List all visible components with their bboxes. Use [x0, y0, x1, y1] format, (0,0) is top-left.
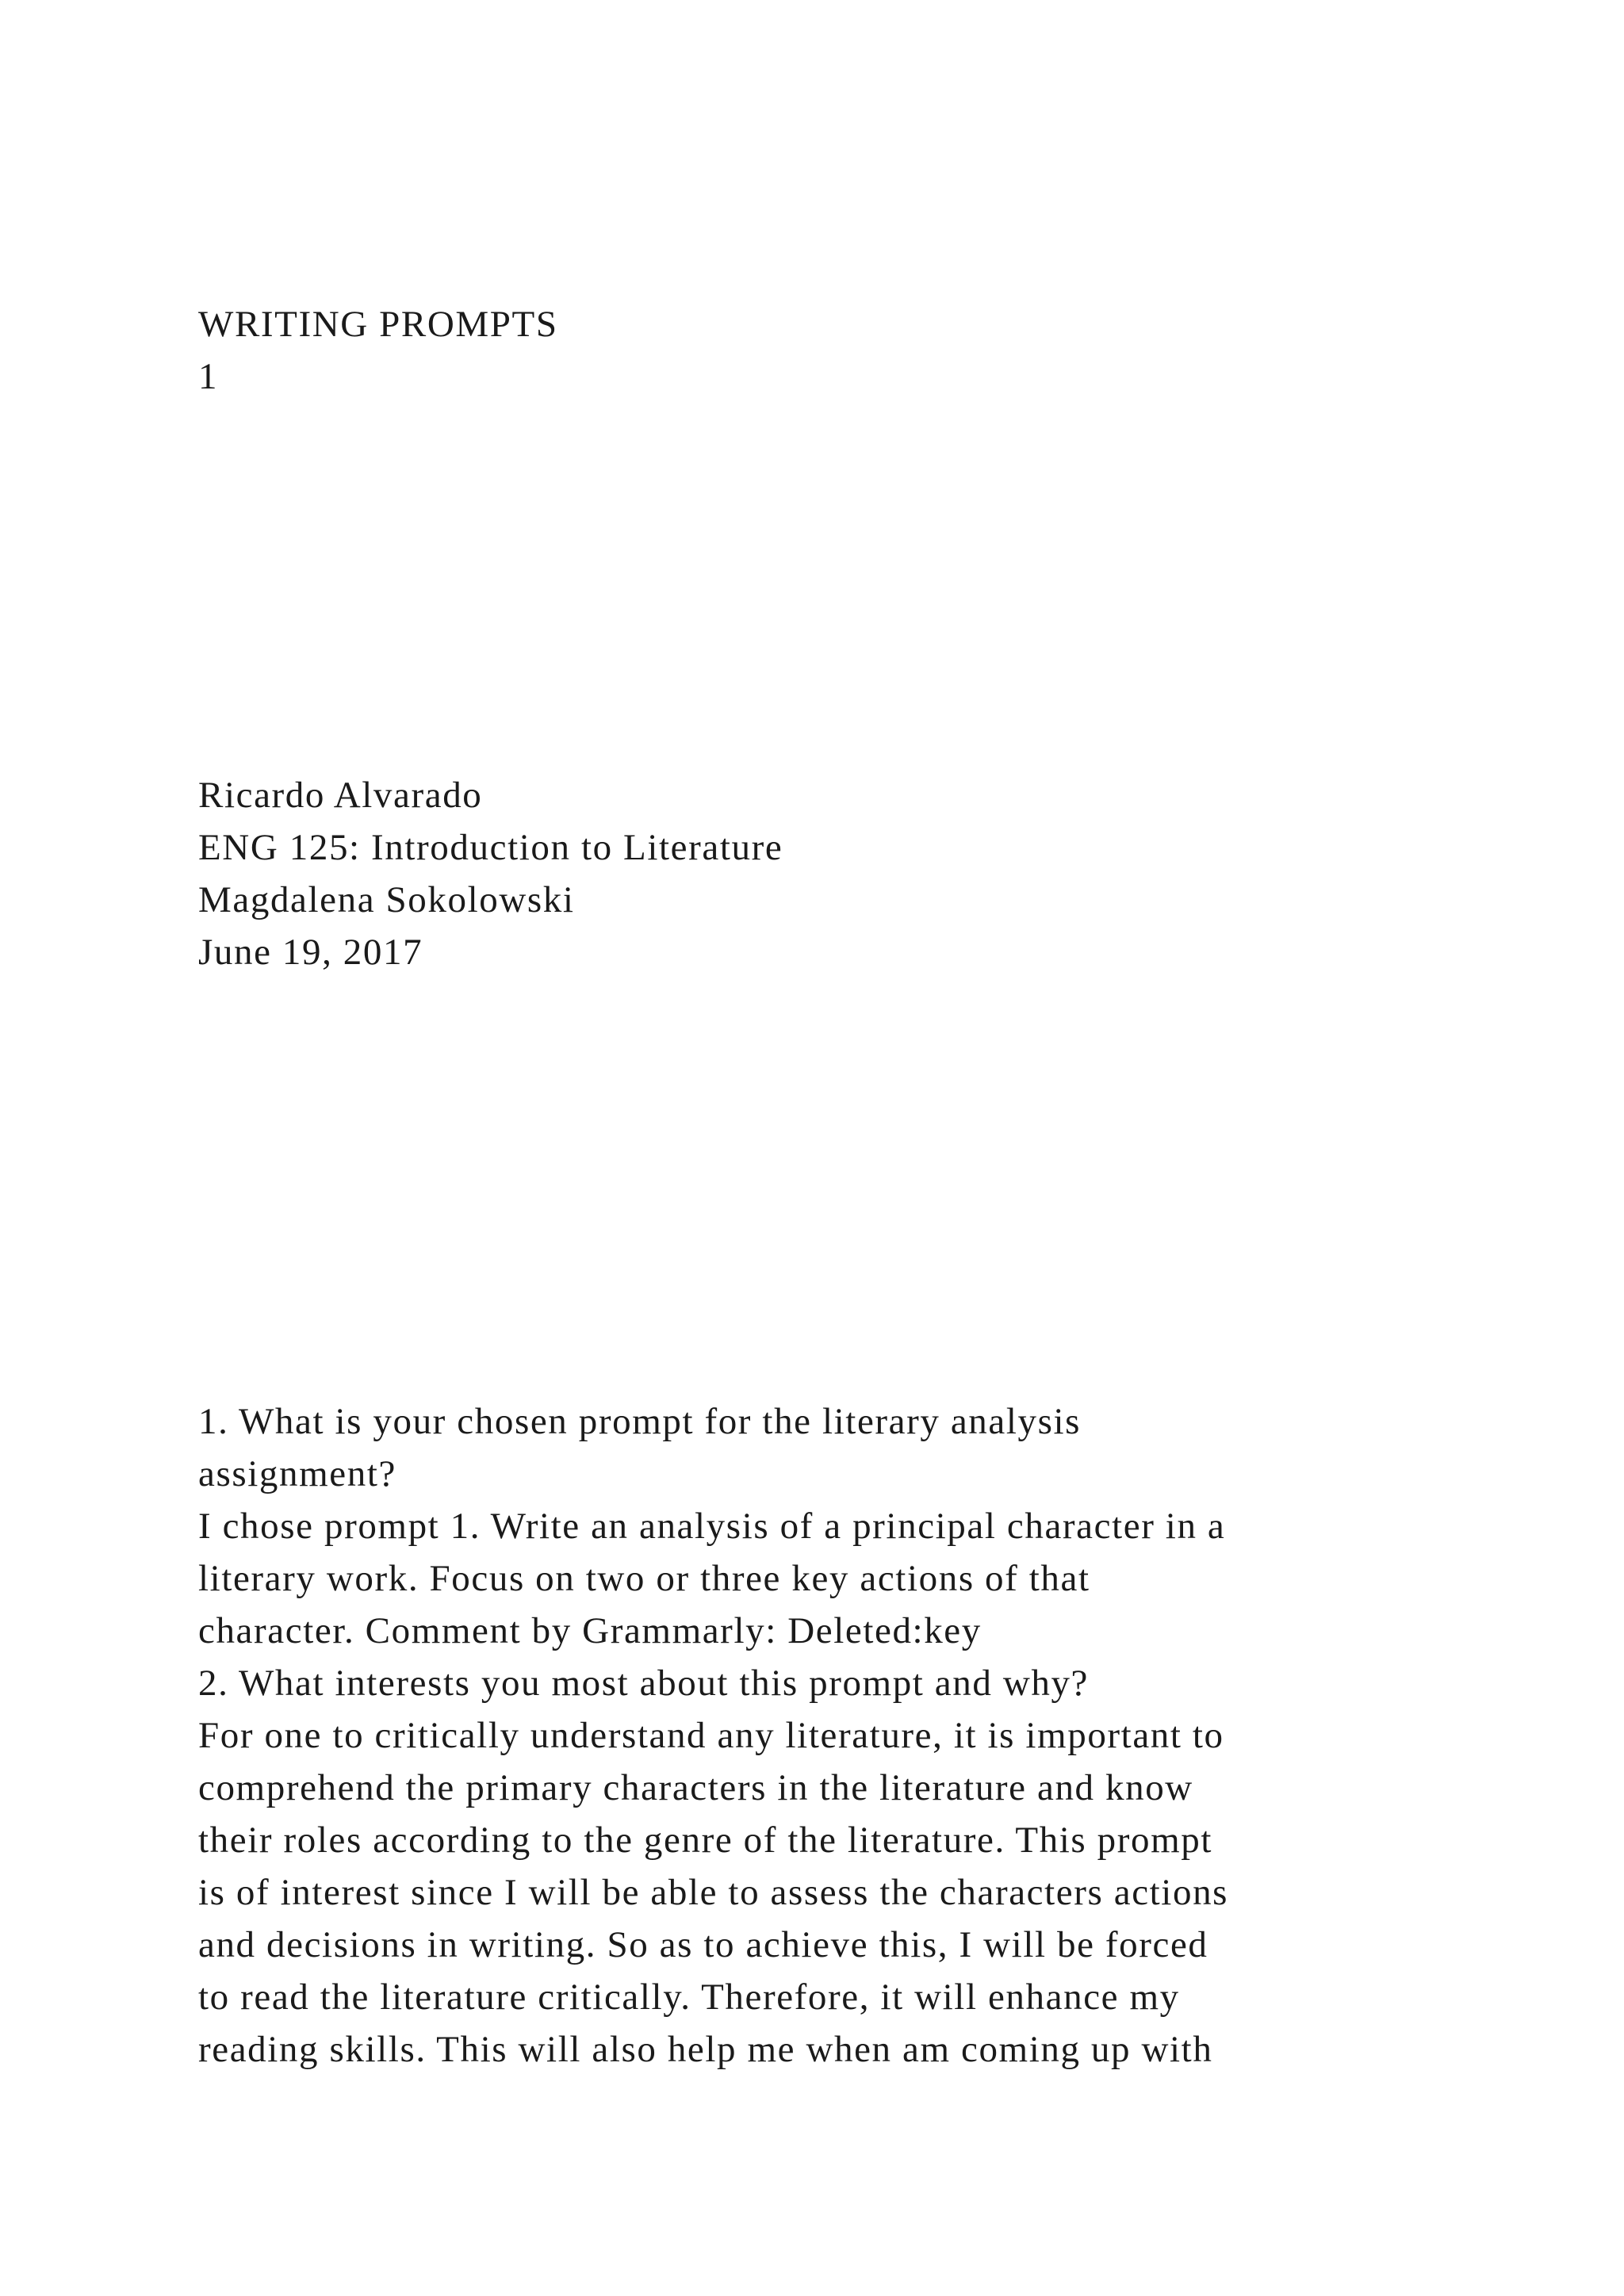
body-line: 2. What interests you most about this prompt and why? — [198, 1663, 1090, 1704]
instructor-name: Magdalena Sokolowski — [198, 879, 575, 920]
body-line: literary work. Focus on two or three key actions of that — [198, 1558, 1090, 1599]
body-line: and decisions in writing. So as to achieve this, I will be forced — [198, 1924, 1208, 1965]
document-date: June 19, 2017 — [198, 932, 423, 973]
header-block — [198, 298, 1507, 403]
body-line: is of interest since I will be able to assess the characters actions — [198, 1872, 1229, 1913]
body-text — [198, 1395, 1507, 2076]
body-line: their roles according to the genre of the literature. This prompt — [198, 1820, 1213, 1861]
body-line: to read the literature critically. Therefore, it will enhance my — [198, 1976, 1180, 2018]
body-line: assignment? — [198, 1453, 396, 1494]
body-line: character. Comment by Grammarly: Deleted:key — [198, 1610, 982, 1651]
author-name: Ricardo Alvarado — [198, 775, 483, 816]
body-line: comprehend the primary characters in the literature and know — [198, 1767, 1193, 1808]
body-line: For one to critically understand any literature, it is important to — [198, 1715, 1224, 1756]
running-head: WRITING PROMPTS — [198, 304, 558, 345]
body-line: I chose prompt 1. Write an analysis of a principal character in a — [198, 1506, 1226, 1547]
body-line: reading skills. This will also help me when am coming up with — [198, 2029, 1213, 2070]
page-number: 1 — [198, 356, 219, 397]
title-info-block — [198, 769, 1507, 978]
body-line: 1. What is your chosen prompt for the literary analysis — [198, 1401, 1082, 1442]
course-name: ENG 125: Introduction to Literature — [198, 827, 783, 868]
